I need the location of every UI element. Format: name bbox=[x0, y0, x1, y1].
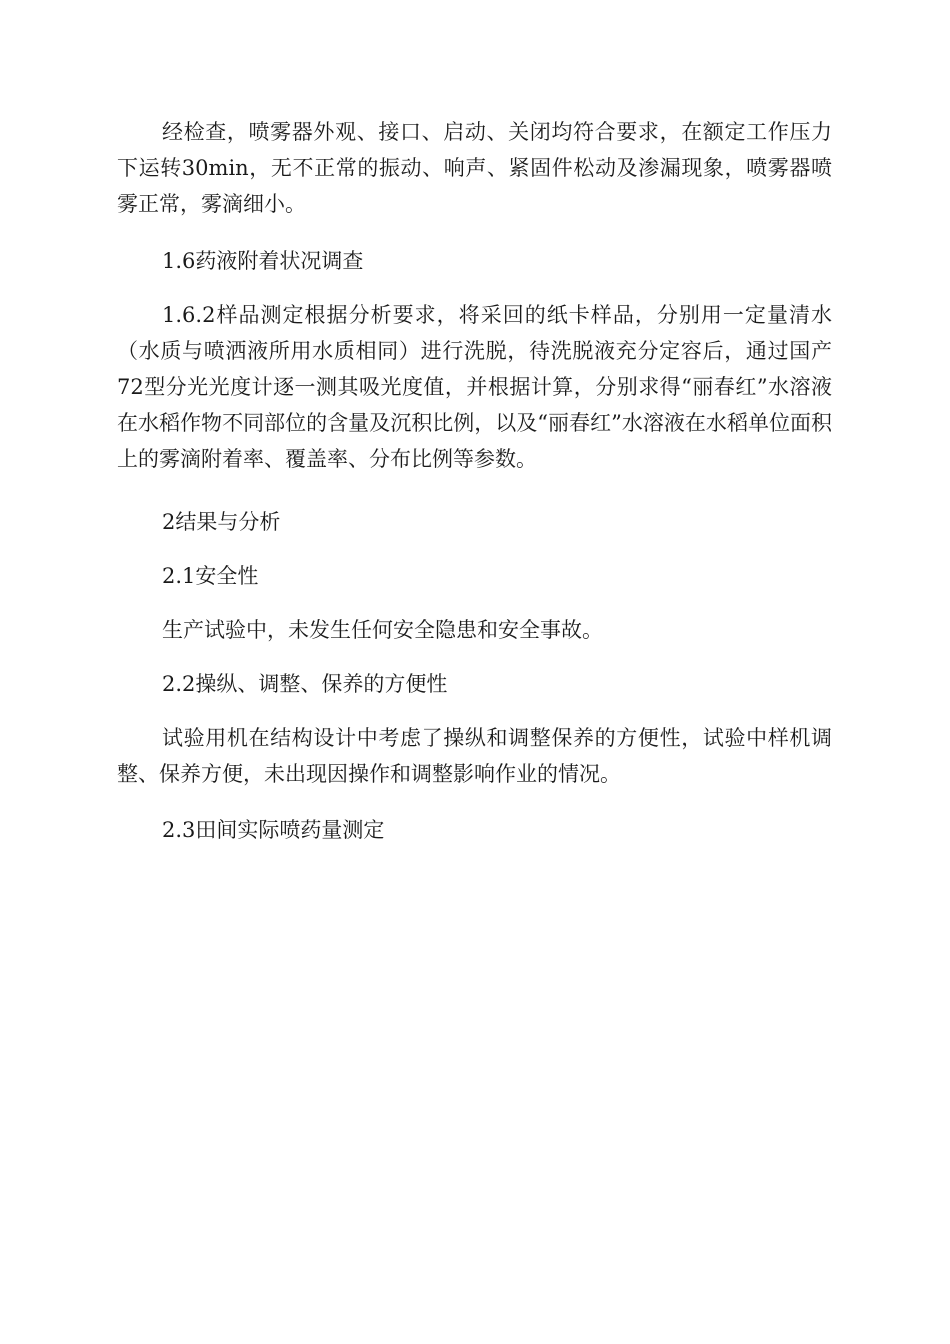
paragraph-convenience: 试验用机在结构设计中考虑了操纵和调整保养的方便性，试验中样机调整、保养方便，未出现因操作和调整影响作业的情况。 bbox=[117, 726, 832, 786]
heading-1-6: 1.6药液附着状况调查 bbox=[162, 249, 364, 273]
heading-2-1: 2.1安全性 bbox=[162, 564, 259, 588]
heading-2: 2结果与分析 bbox=[162, 510, 281, 534]
heading-2-2: 2.2操纵、调整、保养的方便性 bbox=[162, 672, 448, 696]
paragraph-safety: 生产试验中，未发生任何安全隐患和安全事故。 bbox=[162, 618, 603, 642]
paragraph-sample-measurement: 1.6.2样品测定根据分析要求，将采回的纸卡样品，分别用一定量清水（水质与喷洒液所用水质相同）进行洗脱，待洗脱液充分定容后，通过国产72型分光光度计逐一测其吸光度值，并根据计算，分别求得“丽春红”水溶液在水稻作物不同部位的含量及沉积比例，以及“丽春红”水溶液在水稻单位面积上的雾滴附着率、覆盖率、分布比例等参数。 bbox=[117, 303, 832, 471]
heading-2-3: 2.3田间实际喷药量测定 bbox=[162, 818, 385, 842]
paragraph-inspection: 经检查，喷雾器外观、接口、启动、关闭均符合要求，在额定工作压力下运转30min，无不正常的振动、响声、紧固件松动及渗漏现象，喷雾器喷雾正常，雾滴细小。 bbox=[117, 120, 832, 216]
